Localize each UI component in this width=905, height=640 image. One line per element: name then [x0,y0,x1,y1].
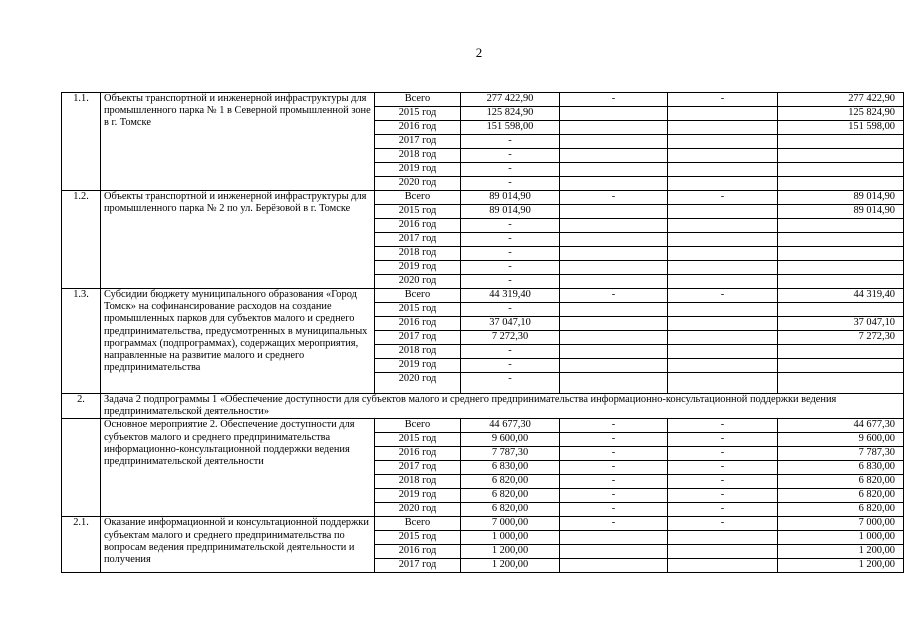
regional-cell: - [668,517,778,531]
federal-cell: - [560,489,668,503]
year-cell: 2016 год [375,545,461,559]
total-cell: - [461,261,560,275]
budget-cell [778,247,904,261]
year-cell: 2017 год [375,461,461,475]
total-cell: 7 272,30 [461,331,560,345]
budget-cell [778,149,904,163]
regional-cell: - [668,93,778,107]
federal-cell [560,177,668,191]
federal-cell: - [560,461,668,475]
total-cell: 9 600,00 [461,433,560,447]
year-cell: 2015 год [375,107,461,121]
regional-cell [668,345,778,359]
budget-cell: 44 319,40 [778,289,904,303]
federal-cell [560,545,668,559]
total-cell: 44 677,30 [461,419,560,433]
budget-cell: 9 600,00 [778,433,904,447]
task-description: Задача 2 подпрограммы 1 «Обеспечение доступности для субъектов малого и среднего предпринимательства информационно-консультационной поддержки ведения предпринимательской деятельности» [101,394,904,419]
row-description: Объекты транспортной и инженерной инфраструктуры для промышленного парка № 1 в Северной промышленной зоне в г. Томске [101,93,375,191]
federal-cell [560,247,668,261]
federal-cell [560,121,668,135]
regional-cell [668,559,778,573]
year-cell: 2020 год [375,275,461,289]
regional-cell [668,275,778,289]
regional-cell [668,247,778,261]
federal-cell [560,135,668,149]
total-cell: - [461,275,560,289]
federal-cell: - [560,419,668,433]
total-cell: 7 787,30 [461,447,560,461]
row-number [62,419,101,517]
year-cell: 2018 год [375,345,461,359]
regional-cell: - [668,461,778,475]
budget-cell: 1 200,00 [778,545,904,559]
budget-cell [778,275,904,289]
table-row [62,289,904,303]
total-cell: 1 000,00 [461,531,560,545]
budget-cell [778,373,904,394]
regional-cell: - [668,289,778,303]
total-cell: 6 820,00 [461,475,560,489]
regional-cell: - [668,447,778,461]
year-cell: Всего [375,419,461,433]
federal-cell [560,275,668,289]
federal-cell [560,559,668,573]
budget-table [61,92,904,573]
regional-cell: - [668,419,778,433]
budget-cell [778,303,904,317]
total-cell: 89 014,90 [461,205,560,219]
row-number: 1.1. [62,93,101,191]
total-cell: 1 200,00 [461,559,560,573]
total-cell: - [461,373,560,394]
year-cell: 2017 год [375,233,461,247]
budget-cell: 89 014,90 [778,191,904,205]
year-cell: 2016 год [375,219,461,233]
budget-cell [778,233,904,247]
federal-cell [560,345,668,359]
year-cell: 2015 год [375,205,461,219]
budget-cell: 44 677,30 [778,419,904,433]
federal-cell [560,373,668,394]
federal-cell [560,303,668,317]
budget-cell [778,177,904,191]
total-cell: 6 820,00 [461,489,560,503]
budget-cell: 6 820,00 [778,475,904,489]
federal-cell: - [560,191,668,205]
year-cell: 2019 год [375,163,461,177]
row-number: 2.1. [62,517,101,573]
total-cell: 1 200,00 [461,545,560,559]
table-row [62,517,904,531]
total-cell: 6 820,00 [461,503,560,517]
regional-cell: - [668,433,778,447]
total-cell: 7 000,00 [461,517,560,531]
year-cell: 2017 год [375,331,461,345]
federal-cell [560,205,668,219]
budget-cell: 7 272,30 [778,331,904,345]
total-cell: - [461,163,560,177]
page-number: 2 [475,45,483,60]
federal-cell [560,233,668,247]
total-cell: 125 824,90 [461,107,560,121]
total-cell: - [461,135,560,149]
federal-cell [560,149,668,163]
federal-cell [560,331,668,345]
federal-cell: - [560,503,668,517]
year-cell: 2020 год [375,373,461,394]
regional-cell [668,261,778,275]
total-cell: - [461,303,560,317]
budget-cell: 6 830,00 [778,461,904,475]
year-cell: Всего [375,191,461,205]
federal-cell [560,317,668,331]
federal-cell: - [560,289,668,303]
year-cell: 2016 год [375,447,461,461]
regional-cell: - [668,475,778,489]
total-cell: 37 047,10 [461,317,560,331]
budget-cell: 125 824,90 [778,107,904,121]
federal-cell [560,261,668,275]
budget-cell: 89 014,90 [778,205,904,219]
budget-cell [778,219,904,233]
budget-cell: 1 200,00 [778,559,904,573]
total-cell: 44 319,40 [461,289,560,303]
total-cell: 151 598,00 [461,121,560,135]
regional-cell [668,205,778,219]
budget-cell: 37 047,10 [778,317,904,331]
budget-cell: 1 000,00 [778,531,904,545]
row-number: 1.3. [62,289,101,394]
federal-cell [560,107,668,121]
federal-cell [560,359,668,373]
year-cell: 2019 год [375,489,461,503]
federal-cell [560,219,668,233]
year-cell: 2019 год [375,359,461,373]
row-description: Объекты транспортной и инженерной инфраструктуры для промышленного парка № 2 по ул. Берёзовой в г. Томске [101,191,375,289]
regional-cell [668,177,778,191]
year-cell: 2018 год [375,149,461,163]
year-cell: Всего [375,93,461,107]
year-cell: 2020 год [375,503,461,517]
regional-cell: - [668,503,778,517]
regional-cell [668,163,778,177]
regional-cell [668,233,778,247]
budget-cell: 7 000,00 [778,517,904,531]
budget-cell: 6 820,00 [778,503,904,517]
row-number: 1.2. [62,191,101,289]
federal-cell: - [560,433,668,447]
table-row [62,93,904,107]
budget-cell [778,359,904,373]
regional-cell [668,331,778,345]
regional-cell: - [668,191,778,205]
regional-cell [668,545,778,559]
regional-cell [668,359,778,373]
year-cell: 2017 год [375,135,461,149]
table-body [62,93,904,573]
year-cell: 2015 год [375,433,461,447]
budget-cell: 6 820,00 [778,489,904,503]
total-cell: - [461,177,560,191]
federal-cell: - [560,447,668,461]
budget-cell: 277 422,90 [778,93,904,107]
year-cell: Всего [375,289,461,303]
regional-cell [668,373,778,394]
total-cell: 89 014,90 [461,191,560,205]
regional-cell [668,107,778,121]
federal-cell: - [560,475,668,489]
task-row [62,394,904,419]
year-cell: 2018 год [375,247,461,261]
row-number: 2. [62,394,101,419]
year-cell: 2020 год [375,177,461,191]
table-row [62,419,904,433]
budget-cell [778,135,904,149]
year-cell: Всего [375,517,461,531]
regional-cell [668,531,778,545]
year-cell: 2017 год [375,559,461,573]
regional-cell: - [668,489,778,503]
budget-cell [778,261,904,275]
regional-cell [668,121,778,135]
federal-cell: - [560,517,668,531]
year-cell: 2016 год [375,121,461,135]
federal-cell [560,531,668,545]
budget-cell: 7 787,30 [778,447,904,461]
total-cell: 6 830,00 [461,461,560,475]
year-cell: 2019 год [375,261,461,275]
total-cell: - [461,345,560,359]
federal-cell [560,163,668,177]
total-cell: 277 422,90 [461,93,560,107]
budget-cell: 151 598,00 [778,121,904,135]
regional-cell [668,149,778,163]
table-row [62,191,904,205]
year-cell: 2016 год [375,317,461,331]
total-cell: - [461,219,560,233]
total-cell: - [461,247,560,261]
row-description: Субсидии бюджету муниципального образования «Город Томск» на софинансирование расходов на создание промышленных парков для субъектов малого и среднего предпринимательства, предусмотренных в муниципальных программах (подпрограммах), содержащих мероприятия, направленные на развитие малого и среднего предпринимательства [101,289,375,394]
year-cell: 2015 год [375,531,461,545]
year-cell: 2015 год [375,303,461,317]
regional-cell [668,219,778,233]
regional-cell [668,303,778,317]
row-description: Основное мероприятие 2. Обеспечение доступности для субъектов малого и среднего предпринимательства информационно-консультационной поддержки ведения предпринимательской деятельности [101,419,375,517]
budget-cell [778,345,904,359]
total-cell: - [461,233,560,247]
budget-cell [778,163,904,177]
total-cell: - [461,149,560,163]
year-cell: 2018 год [375,475,461,489]
row-description: Оказание информационной и консультационной поддержки субъектам малого и среднего предпринимательства по вопросам ведения предпринимательской деятельности и получения [101,517,375,573]
federal-cell: - [560,93,668,107]
total-cell: - [461,359,560,373]
regional-cell [668,135,778,149]
regional-cell [668,317,778,331]
